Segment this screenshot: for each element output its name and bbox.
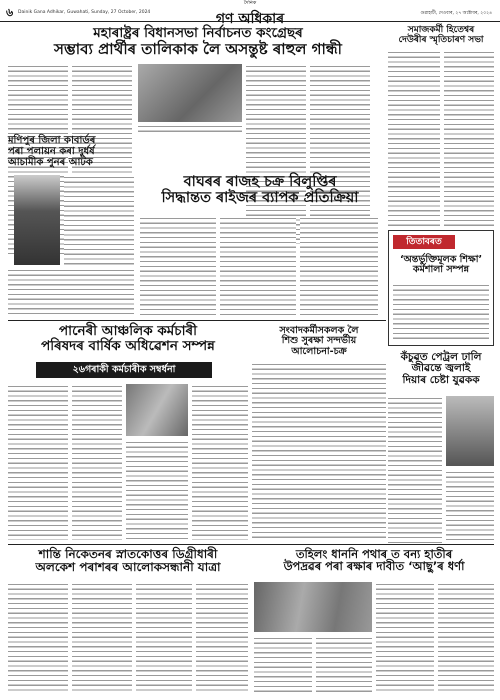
logo-small-text: দৈনিক <box>243 0 257 6</box>
elephant-headline-line1: তহিলং ধাননি পথাৰ ত বন্য হাতীৰ <box>295 547 453 561</box>
titabar-body <box>393 283 489 341</box>
manipur-body-col1 <box>64 175 134 265</box>
social-worker-body-col1 <box>388 50 440 226</box>
manipur-headline-line2: পৰা পলায়ন কৰা দুৰ্ধৰ্ষ <box>8 145 95 157</box>
social-worker-headline-line2: দেউৰীৰ স্মৃতিচাৰণ সভা <box>398 34 484 45</box>
tiger-body-col3 <box>300 216 378 316</box>
panei-headline <box>8 324 248 353</box>
right-dateline: গুৱাহাটী, দেওবাৰ, ২৭ অক্টোবৰ, ২০২৪ <box>420 11 492 16</box>
titabar-headline-line1: ‘অন্তৰ্ভুক্তিমূলক শিক্ষা’ <box>399 254 483 265</box>
sanbad-headline <box>252 326 386 357</box>
panei-headline-line1: পানেৰী আঞ্চলিক কৰ্মচাৰী <box>59 323 197 339</box>
sanbad-headline-line2: শিশু সুৰক্ষা সন্দৰ্ভীয় <box>281 335 357 347</box>
masthead <box>0 0 500 27</box>
social-worker-body-col2 <box>444 50 494 226</box>
tiger-headline-line2: সিদ্ধান্তত ৰাইজৰ ব্যাপক প্ৰতিক্ৰিয়া <box>161 189 359 206</box>
petrol-accused-photo <box>446 396 494 466</box>
tiger-body-col1 <box>140 216 216 316</box>
shanti-headline-line1: শান্তি নিকেতনৰ স্নাতকোত্তৰ ডিগ্ৰীধাৰী <box>38 547 218 561</box>
page-number: ৬ <box>6 6 14 19</box>
maharashtra-headline <box>8 26 388 57</box>
manipur-headline <box>8 136 133 168</box>
petrol-headline <box>388 352 494 386</box>
panei-headline-line2: পৰিষদৰ বাৰ্ষিক অধিৱেশন সম্পন্ন <box>41 337 215 354</box>
panei-body-col3 <box>126 440 188 540</box>
shanti-body-col4 <box>196 582 248 694</box>
elephant-body-col1 <box>254 636 312 694</box>
petrol-headline-line3: দিয়াৰ চেষ্টা যুৱকক <box>402 373 480 386</box>
petrol-headline-line2: জীৱন্তে জ্বলাই <box>411 362 471 375</box>
manipur-body-col2 <box>8 268 134 316</box>
maharashtra-headline-line2: সম্ভাব্য প্ৰাৰ্থীৰ তালিকাক লৈ অসন্তুষ্ট ৰাহুল গান্ধী <box>54 39 342 58</box>
logo-main-text: গণ অধিকাৰ <box>215 11 285 27</box>
elephant-body-col4 <box>438 582 494 694</box>
shanti-body-col2 <box>72 582 132 694</box>
shanti-headline <box>8 548 248 574</box>
tiger-headline <box>140 175 380 206</box>
sanbad-body <box>252 362 386 540</box>
manipur-headline-line3: আচামীক পুনৰ আটক <box>8 156 93 168</box>
petrol-headline-line1: কঁচুৱত পেট্ৰল ঢালি <box>400 351 482 363</box>
shanti-headline-line2: অলকেশ পৰাশৰৰ আলোকসন্ধানী যাত্ৰা <box>35 559 221 574</box>
elephant-headline <box>254 548 494 573</box>
rahul-gandhi-photo <box>138 64 242 122</box>
panei-banner: ২৬গৰাকী কৰ্মচাৰীক সম্বৰ্ধনা <box>36 362 212 378</box>
tiger-headline-line1: বাঘৰৰ ৰাজহ চক্ৰ বিলুপ্তিৰ <box>183 174 337 190</box>
accused-photo <box>14 175 60 265</box>
section-divider-2 <box>8 544 494 545</box>
titabar-headline-line2: কৰ্মশালা সম্পন্ন <box>412 264 470 276</box>
titabar-box-title: তিতাবৰত <box>393 235 455 249</box>
manipur-headline-line1: মণিপুৰ জিলা কাবাৰ্ডৰ <box>8 135 96 146</box>
sanbad-headline-line3: আলোচনা-চক্ৰ <box>291 345 347 357</box>
panei-body-col2 <box>72 384 122 540</box>
petrol-body-col2 <box>446 470 494 546</box>
social-worker-headline <box>388 26 494 45</box>
panei-body-col1 <box>8 384 68 540</box>
elephant-body-col2 <box>316 636 372 694</box>
photo-caption <box>138 124 242 132</box>
titabar-box <box>388 230 494 346</box>
newspaper-logo <box>200 0 300 27</box>
sanbad-headline-line1: সংবাদকৰ্মীসকলক লৈ <box>279 325 359 336</box>
maharashtra-headline-line1: মহাৰাষ্ট্ৰৰ বিধানসভা নিৰ্বাচনত কংগ্ৰেছৰ <box>93 25 303 41</box>
titabar-headline <box>391 255 491 276</box>
protest-photo <box>254 582 372 632</box>
shanti-body-col1 <box>8 582 68 694</box>
section-divider <box>8 320 386 321</box>
social-worker-headline-line1: সমাজকৰ্মী হিতেশ্বৰ <box>407 25 475 35</box>
panei-body-col4 <box>192 384 248 540</box>
panei-photo <box>126 384 188 436</box>
left-dateline: Dainik Gana Adhikar, Guwahati, Sunday, 27 October, 2024 <box>18 10 151 15</box>
elephant-headline-line2: উপদ্ৰৱৰ পৰা ৰক্ষাৰ দাবীত ‘আছু’ৰ ধৰ্ণা <box>283 559 465 574</box>
shanti-body-col3 <box>136 582 192 694</box>
elephant-body-col3 <box>376 582 434 694</box>
petrol-body-col1 <box>388 396 442 546</box>
tiger-body-col2 <box>220 216 296 316</box>
